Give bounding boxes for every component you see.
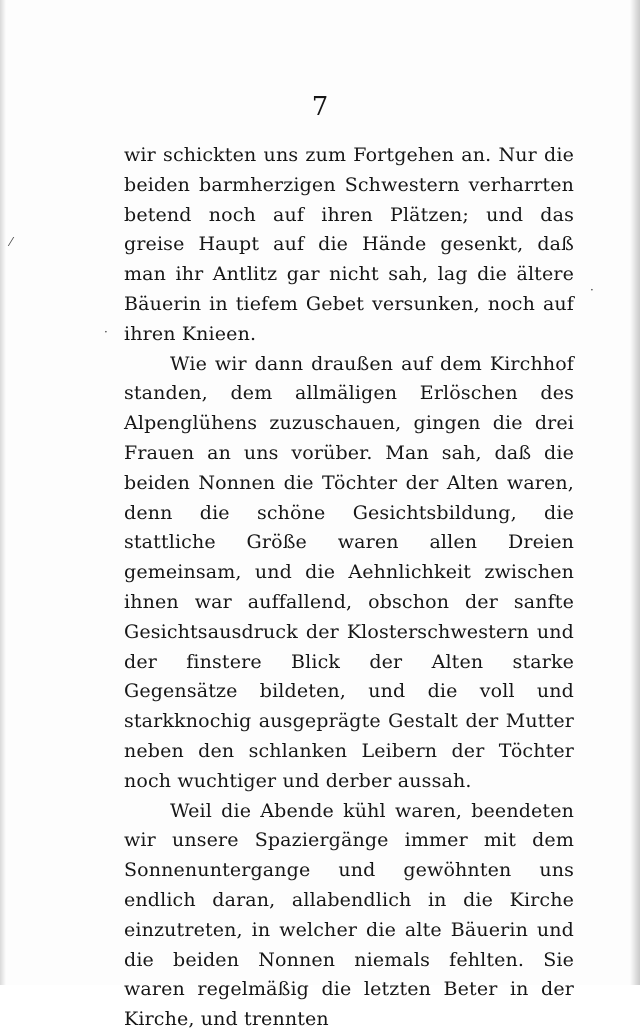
margin-dot-mark-right: · (590, 283, 594, 297)
margin-dot-mark: · (104, 325, 108, 339)
page-number: 7 (311, 92, 329, 122)
paragraph-3: Weil die Abende kühl waren, beendeten wir unsere Spaziergänge immer mit dem Sonnenuntergange und gewöhnten uns endlich daran, allabendlich in die Kirche einzutreten, in welcher die alte Bäuerin und die beiden Nonnen niemals fehlten. Sie waren regelmäßig die letzten Beter in der Kirche, und trennten (124, 799, 574, 1031)
paragraph-2: Wie wir dann draußen auf dem Kirchhof standen, dem allmäligen Erlöschen des Alpenglühens zuzuschauen, gingen die drei Frauen an uns vorüber. Man sah, daß die beiden Nonnen die Töchter der Alten waren, denn die schöne Gesichtsbildung, die stattliche Größe waren allen Dreien gemeinsam, und die Aehnlichkeit zwischen ihnen war auffallend, obschon der sanfte Gesichtsausdruck der Klosterschwestern und der finstere Blick der Alten starke Gegensätze bildeten, und die voll und starkknochig ausgeprägte Gestalt der Mutter neben den schlanken Leibern der Töchter noch wuchtiger und derber aussah. (124, 352, 574, 792)
scan-shadow-left (0, 0, 6, 985)
paragraph-1: wir schickten uns zum Fortgehen an. Nur die beiden barmherzigen Schwestern verharrten betend noch auf ihren Plätzen; und das greise Haupt auf die Hände gesenkt, daß man ihr Antlitz gar nicht sah, lag die ältere Bäuerin in tiefem Gebet versunken, noch auf ihren Knieen. (124, 144, 574, 345)
margin-stroke-mark: ⁄ (10, 235, 13, 249)
scan-shadow-right (630, 0, 640, 985)
body-text (124, 141, 574, 1035)
